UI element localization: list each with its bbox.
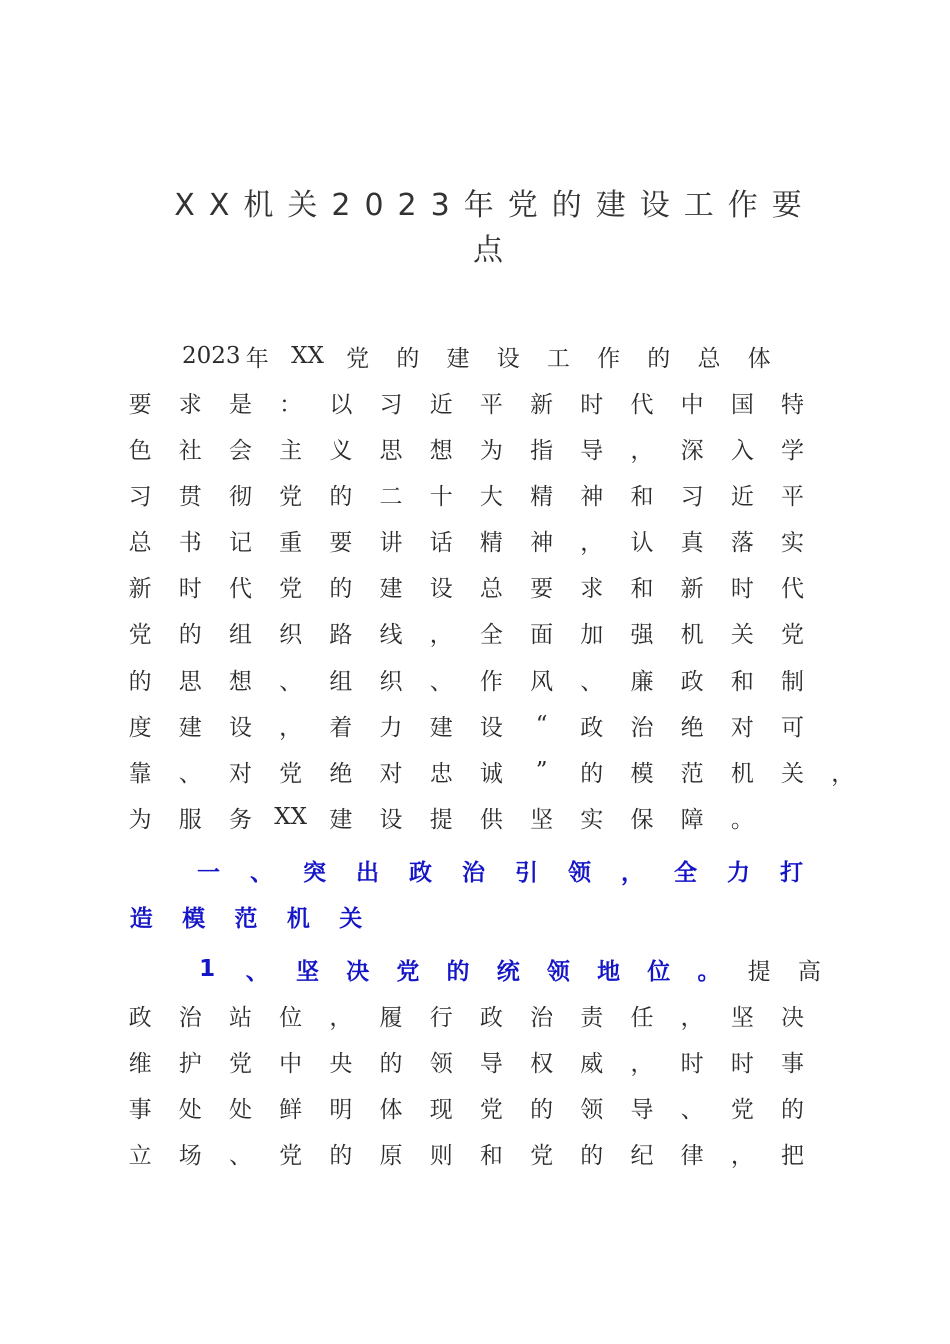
text-char: ， (621, 859, 644, 886)
text-char: 导 (580, 437, 604, 464)
text-char: 和 (479, 1142, 503, 1169)
text-char: 现 (429, 1096, 453, 1123)
text-char: 指 (530, 437, 554, 464)
body-text-line (115, 425, 875, 471)
text-char: 服 (178, 806, 202, 833)
text-char: 党 (479, 1096, 503, 1123)
text-char: 一 (197, 859, 220, 886)
text-char: 要 (530, 575, 554, 602)
text-char: XX (291, 343, 324, 369)
text-char: 党 (279, 760, 303, 787)
text-char: 实 (781, 529, 805, 556)
text-char: 中 (279, 1050, 303, 1077)
body-text-line (115, 1130, 875, 1176)
text-char: 造 (129, 905, 153, 932)
text-char: 则 (429, 1142, 453, 1169)
subsection-label-char: 。 (697, 958, 721, 985)
text-char: 导 (479, 1050, 503, 1077)
text-char: ， (279, 714, 303, 741)
text-char: 治 (462, 859, 485, 886)
text-char: 织 (279, 621, 303, 648)
text-char: 近 (429, 391, 453, 418)
section-heading-line (182, 847, 875, 893)
text-char: 设 (228, 714, 252, 741)
text-char: 提 (747, 958, 771, 985)
text-char: 忠 (429, 760, 453, 787)
text-char: 新 (530, 391, 554, 418)
text-char: 以 (329, 391, 353, 418)
text-char: ， (429, 621, 453, 648)
text-char: 2023 (182, 343, 241, 369)
section-heading-line (115, 893, 875, 939)
text-char: 模 (630, 760, 654, 787)
text-char: 的 (396, 345, 420, 372)
text-char: 履 (379, 1004, 403, 1031)
text-char: ” (535, 758, 548, 784)
text-char: 十 (429, 483, 453, 510)
text-char: ： (279, 391, 303, 418)
text-char: 强 (630, 621, 654, 648)
text-char: 新 (128, 575, 152, 602)
text-char: ， (580, 529, 604, 556)
text-char: 平 (781, 483, 805, 510)
text-char: 是 (228, 391, 252, 418)
text-char: 时 (680, 1050, 704, 1077)
body-text-line (115, 471, 875, 517)
text-char: ， (831, 760, 855, 787)
text-char: 特 (781, 391, 805, 418)
text-char: 政 (680, 668, 704, 695)
text-char: 神 (580, 483, 604, 510)
text-char: 要 (128, 391, 152, 418)
text-char: 关 (781, 760, 805, 787)
text-char: 精 (479, 529, 503, 556)
text-char: 导 (630, 1096, 654, 1123)
text-char: 护 (178, 1050, 202, 1077)
text-char: 的 (647, 345, 671, 372)
text-char: 、 (580, 668, 604, 695)
text-char: 社 (178, 437, 202, 464)
text-char: 决 (781, 1004, 805, 1031)
body-text-line (115, 1038, 875, 1084)
body-text-line (115, 748, 875, 794)
text-char: 政 (479, 1004, 503, 1031)
text-char: 站 (228, 1004, 252, 1031)
body-text-line (115, 702, 875, 748)
text-char: 场 (178, 1142, 202, 1169)
text-char: 政 (409, 859, 432, 886)
text-char: 和 (630, 575, 654, 602)
text-char: 党 (530, 1142, 554, 1169)
text-char: 的 (580, 760, 604, 787)
text-char: 党 (730, 1096, 754, 1123)
document-title-line-2: 点 (473, 233, 517, 268)
text-char: 、 (178, 760, 202, 787)
text-char: 绝 (680, 714, 704, 741)
text-char: 党 (781, 621, 805, 648)
text-char: 代 (781, 575, 805, 602)
subsection-label-char: 、 (245, 958, 269, 985)
text-char: 总 (479, 575, 503, 602)
text-char: 设 (479, 714, 503, 741)
subsection-label-char: 领 (546, 958, 570, 985)
text-char: 代 (228, 575, 252, 602)
text-char: ， (329, 1004, 353, 1031)
text-char: 面 (530, 621, 554, 648)
text-char: 靠 (128, 760, 152, 787)
text-char: 、 (429, 668, 453, 695)
text-char: 事 (781, 1050, 805, 1077)
text-char: 加 (580, 621, 604, 648)
text-char: 落 (730, 529, 754, 556)
text-char: 义 (329, 437, 353, 464)
text-char: 党 (346, 345, 370, 372)
text-char: 作 (479, 668, 503, 695)
subsection-label-char: 坚 (295, 958, 319, 985)
text-char: 对 (379, 760, 403, 787)
text-char: 全 (674, 859, 697, 886)
text-char: 领 (429, 1050, 453, 1077)
text-char: 的 (329, 483, 353, 510)
text-char: 打 (780, 859, 803, 886)
text-char: 绝 (329, 760, 353, 787)
text-char: ， (730, 1142, 754, 1169)
text-char: 范 (234, 905, 258, 932)
text-char: 治 (530, 1004, 554, 1031)
text-char: 政 (128, 1004, 152, 1031)
text-char: 重 (279, 529, 303, 556)
text-char: 可 (781, 714, 805, 741)
text-char: 治 (630, 714, 654, 741)
text-char: 习 (128, 483, 152, 510)
text-char: 代 (630, 391, 654, 418)
text-char: 话 (429, 529, 453, 556)
text-char: 供 (479, 806, 503, 833)
text-char: 务 (228, 806, 252, 833)
text-char: 贯 (178, 483, 202, 510)
text-char: 体 (379, 1096, 403, 1123)
text-char: 工 (546, 345, 570, 372)
text-char: 要 (329, 529, 353, 556)
text-char: 求 (580, 575, 604, 602)
text-char: 大 (479, 483, 503, 510)
subsection-label-char: 位 (647, 958, 671, 985)
text-char: 求 (178, 391, 202, 418)
text-char: 权 (530, 1050, 554, 1077)
text-char: 党 (279, 575, 303, 602)
subsection-heading-line (182, 946, 875, 992)
text-char: 思 (178, 668, 202, 695)
subsection-label-char: 的 (446, 958, 470, 985)
text-char: 想 (429, 437, 453, 464)
text-char: 机 (680, 621, 704, 648)
text-char: 的 (329, 575, 353, 602)
text-char: 对 (730, 714, 754, 741)
body-text-line (115, 563, 875, 609)
text-char: 线 (379, 621, 403, 648)
text-char: 央 (329, 1050, 353, 1077)
body-text-line (115, 656, 875, 702)
text-char: 和 (630, 483, 654, 510)
text-char: 想 (228, 668, 252, 695)
text-char: 精 (530, 483, 554, 510)
text-char: 的 (580, 1142, 604, 1169)
text-char: 建 (178, 714, 202, 741)
text-char: ， (630, 1050, 654, 1077)
text-char: 设 (379, 806, 403, 833)
body-text-line (115, 1084, 875, 1130)
text-char: 党 (279, 483, 303, 510)
text-char: 学 (781, 437, 805, 464)
text-char: 责 (580, 1004, 604, 1031)
text-char: 障 (680, 806, 704, 833)
text-char: 律 (680, 1142, 704, 1169)
text-char: 建 (446, 345, 470, 372)
body-text-line (115, 609, 875, 655)
text-char: 力 (379, 714, 403, 741)
text-char: 风 (530, 668, 554, 695)
text-char: 会 (228, 437, 252, 464)
text-char: 讲 (379, 529, 403, 556)
text-char: 。 (730, 806, 754, 833)
text-char: 行 (429, 1004, 453, 1031)
subsection-label-char: 1 (199, 956, 216, 982)
text-char: 时 (730, 575, 754, 602)
text-char: 的 (329, 1142, 353, 1169)
text-char: 深 (680, 437, 704, 464)
text-char: 路 (329, 621, 353, 648)
text-char: 设 (496, 345, 520, 372)
text-char: 的 (530, 1096, 554, 1123)
text-char: 对 (228, 760, 252, 787)
text-char: 把 (781, 1142, 805, 1169)
text-char: 的 (178, 621, 202, 648)
body-text-line (115, 992, 875, 1038)
text-char: 时 (730, 1050, 754, 1077)
text-char: 高 (797, 958, 821, 985)
text-char: 引 (515, 859, 538, 886)
text-char: 的 (379, 1050, 403, 1077)
text-char: 党 (279, 1142, 303, 1169)
text-char: 维 (128, 1050, 152, 1077)
text-char: 提 (429, 806, 453, 833)
text-char: 的 (128, 668, 152, 695)
text-char: 中 (680, 391, 704, 418)
text-char: 习 (680, 483, 704, 510)
subsection-label-char: 决 (346, 958, 370, 985)
text-char: 国 (730, 391, 754, 418)
text-char: 模 (182, 905, 206, 932)
text-char: 威 (580, 1050, 604, 1077)
text-char: 领 (568, 859, 591, 886)
body-text-line (115, 379, 875, 425)
text-char: 处 (228, 1096, 252, 1123)
text-char: 任 (630, 1004, 654, 1031)
text-char: 突 (303, 859, 326, 886)
text-char: 作 (597, 345, 621, 372)
text-char: 总 (697, 345, 721, 372)
text-char: 度 (128, 714, 152, 741)
text-char: 认 (630, 529, 654, 556)
body-text-line (182, 333, 875, 379)
text-char: 全 (479, 621, 503, 648)
text-char: 诚 (479, 760, 503, 787)
text-char: 二 (379, 483, 403, 510)
subsection-label-char: 统 (496, 958, 520, 985)
text-char: 、 (250, 859, 273, 886)
text-char: 彻 (228, 483, 252, 510)
text-char: 设 (429, 575, 453, 602)
text-char: ， (680, 1004, 704, 1031)
text-char: 时 (178, 575, 202, 602)
text-char: 治 (178, 1004, 202, 1031)
text-char: 为 (479, 437, 503, 464)
text-char: 关 (339, 905, 363, 932)
text-char: 处 (178, 1096, 202, 1123)
text-char: 纪 (630, 1142, 654, 1169)
text-char: 织 (379, 668, 403, 695)
text-char: 领 (580, 1096, 604, 1123)
text-char: 实 (580, 806, 604, 833)
text-char: 廉 (630, 668, 654, 695)
text-char: 保 (630, 806, 654, 833)
text-char: XX (274, 804, 308, 830)
text-char: 建 (329, 806, 353, 833)
text-char: 新 (680, 575, 704, 602)
text-char: 时 (580, 391, 604, 418)
text-char: 真 (680, 529, 704, 556)
text-char: 平 (479, 391, 503, 418)
text-char: 体 (747, 345, 771, 372)
text-char: 位 (279, 1004, 303, 1031)
text-char: 、 (680, 1096, 704, 1123)
text-char: 政 (580, 714, 604, 741)
text-char: 为 (128, 806, 152, 833)
text-char: 建 (429, 714, 453, 741)
text-char: 思 (379, 437, 403, 464)
text-char: 主 (279, 437, 303, 464)
text-char: 入 (730, 437, 754, 464)
text-char: 机 (730, 760, 754, 787)
text-char: 色 (128, 437, 152, 464)
text-char: 书 (178, 529, 202, 556)
text-char: 坚 (730, 1004, 754, 1031)
text-char: 着 (329, 714, 353, 741)
text-char: 明 (329, 1096, 353, 1123)
text-char: 的 (781, 1096, 805, 1123)
text-char: 党 (128, 621, 152, 648)
text-char: 出 (356, 859, 379, 886)
text-char: 神 (530, 529, 554, 556)
text-char: 记 (228, 529, 252, 556)
text-char: 年 (245, 345, 269, 372)
text-char: 力 (727, 859, 750, 886)
text-char: 原 (379, 1142, 403, 1169)
text-char: 鲜 (279, 1096, 303, 1123)
subsection-label-char: 党 (396, 958, 420, 985)
body-text-line (115, 794, 875, 840)
text-char: 党 (228, 1050, 252, 1077)
text-char: 事 (128, 1096, 152, 1123)
text-char: 建 (379, 575, 403, 602)
text-char: “ (535, 712, 548, 738)
text-char: 坚 (530, 806, 554, 833)
text-char: 组 (329, 668, 353, 695)
text-char: 范 (680, 760, 704, 787)
body-text-line (115, 517, 875, 563)
text-char: 制 (781, 668, 805, 695)
text-char: 和 (730, 668, 754, 695)
text-char: 近 (730, 483, 754, 510)
text-char: 习 (379, 391, 403, 418)
text-char: 、 (279, 668, 303, 695)
text-char: 总 (128, 529, 152, 556)
text-char: 关 (730, 621, 754, 648)
text-char: 立 (128, 1142, 152, 1169)
text-char: 、 (228, 1142, 252, 1169)
subsection-label-char: 地 (597, 958, 621, 985)
document-title-line-1: XX机关2023年党的建设工作要 (174, 188, 816, 223)
text-char: ， (630, 437, 654, 464)
text-char: 机 (286, 905, 310, 932)
text-char: 组 (228, 621, 252, 648)
